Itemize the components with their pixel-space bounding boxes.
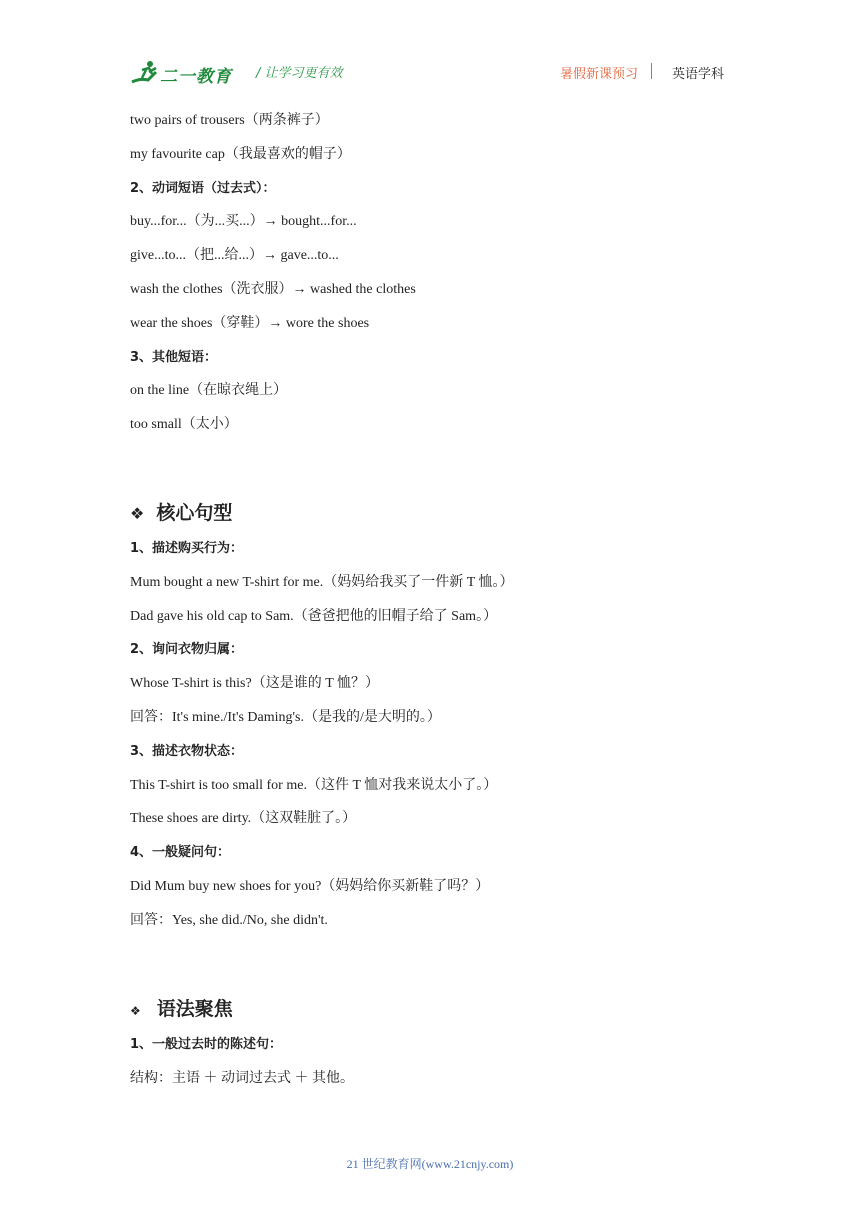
text-line: two pairs of trousers（两条裤子） xyxy=(130,113,329,128)
text-line: These shoes are dirty.（这双鞋脏了。） xyxy=(130,811,357,827)
text-line: give...to...（把...给...）→ gave...to... xyxy=(130,248,339,264)
course-label: 暑假新课预习 xyxy=(559,67,638,82)
text-line: on the line（在晾衣绳上） xyxy=(130,383,288,399)
section-heading-grammar: ❖ 语法聚焦 xyxy=(130,998,233,1020)
page-header xyxy=(130,56,724,90)
subheading: 2、询问衣物归属： xyxy=(130,642,244,658)
logo xyxy=(130,56,250,90)
text-line: Dad gave his old cap to Sam.（爸爸把他的旧帽子给了 Sam。） xyxy=(130,608,498,624)
text-line: This T-shirt is too small for me.（这件 T 恤对我来说太小了。） xyxy=(130,777,498,793)
text-line: wash the clothes（洗衣服）→ washed the clothes xyxy=(130,282,416,297)
text-line: buy...for...（为...买...）→ bought...for... xyxy=(130,214,357,230)
subheading: 3、其他短语： xyxy=(130,349,218,365)
diamond-bullet-icon: ❖ xyxy=(130,504,145,523)
diamond-bullet-icon: ❖ xyxy=(130,1004,141,1018)
subheading: 1、一般过去时的陈述句： xyxy=(130,1037,283,1052)
subheading: 3、描述衣物状态： xyxy=(130,743,244,759)
section-heading-core-sentences: ❖ 核心句型 xyxy=(130,502,233,524)
text-line: Whose T-shirt is this?（这是谁的 T 恤？） xyxy=(130,676,380,692)
text-line: wear the shoes（穿鞋）→ wore the shoes xyxy=(130,315,370,331)
subheading: 1、描述购买行为： xyxy=(130,541,244,556)
text-line: too small（太小） xyxy=(130,417,238,433)
slogan: / 让学习更有效 xyxy=(256,66,343,81)
subheading: 2、动词短语（过去式）： xyxy=(130,180,276,196)
text-line: my favourite cap（我最喜欢的帽子） xyxy=(130,146,351,162)
page-footer: 21 世纪教育网(www.21cnjy.com) xyxy=(346,1157,514,1171)
text-line: Did Mum buy new shoes for you?（妈妈给你买新鞋了吗？） xyxy=(130,879,490,894)
text-line: 回答：It's mine./It's Daming's.（是我的/是大明的。） xyxy=(130,710,441,725)
text-line: 回答：Yes, she did./No, she didn't. xyxy=(130,912,328,928)
subheading: 4、一般疑问句： xyxy=(130,845,231,861)
header-divider xyxy=(651,63,652,79)
text-line: Mum bought a new T-shirt for me.（妈妈给我买了一件新 T 恤。） xyxy=(130,574,514,590)
logo-text: 二一教育 xyxy=(160,67,232,87)
subject-label: 英语学科 xyxy=(671,67,724,82)
text-line: 结构：主语 ＋ 动词过去式 ＋ 其他。 xyxy=(130,1070,354,1086)
runner-logo-icon xyxy=(130,58,160,88)
